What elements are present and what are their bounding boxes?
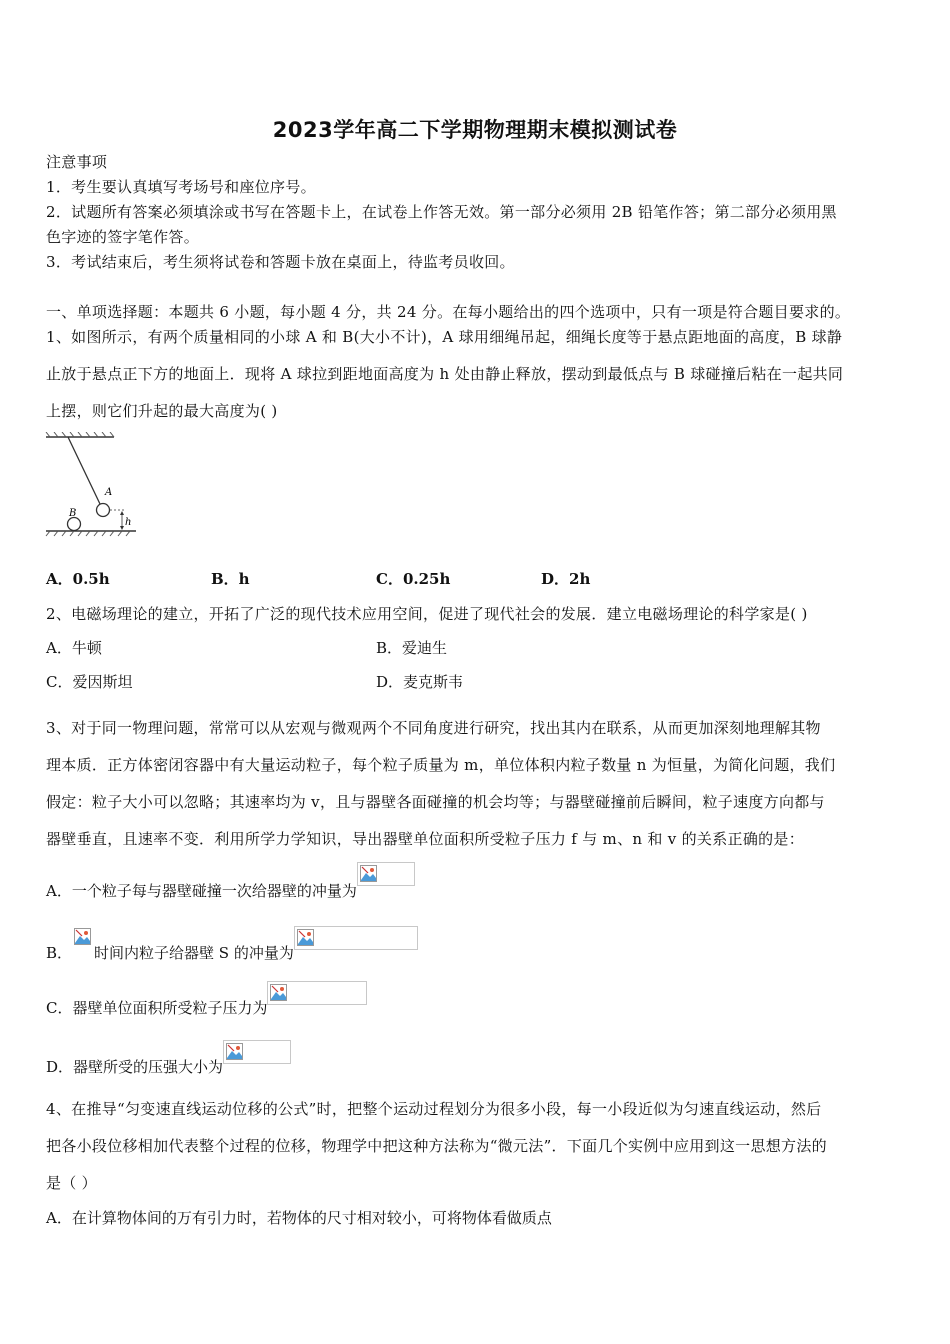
question-3-stem: 理本质．正方体密闭容器中有大量运动粒子，每个粒子质量为 m，单位体积内粒子数量 n 为恒量，为简化问题，我们 bbox=[46, 756, 836, 774]
ball-a bbox=[97, 504, 110, 517]
q3-option-c[interactable] bbox=[46, 993, 367, 1018]
label-b: B bbox=[69, 508, 77, 519]
notice-item: 3．考试结束后，考生须将试卷和答题卡放在桌面上，待监考员收回。 bbox=[46, 253, 515, 271]
q3-option-b-prefix: B． bbox=[46, 944, 73, 962]
label-h: h bbox=[125, 517, 132, 528]
broken-image-icon bbox=[72, 926, 94, 948]
question-4-stem: 4、在推导“匀变速直线运动位移的公式”时，把整个运动过程划分为很多小段，每一小段近似为匀速直线运动，然后 bbox=[46, 1100, 822, 1118]
question-1-stem: 1、如图所示，有两个质量相同的小球 A 和 B(大小不计)，A 球用细绳吊起，细绳长度等于悬点距地面的高度，B 球静 bbox=[46, 328, 843, 346]
label-a: A bbox=[105, 487, 113, 498]
broken-image-icon bbox=[294, 926, 418, 950]
question-4-stem: 把各小段位移相加代表整个过程的位移，物理学中把这种方法称为“微元法”．下面几个实例中应用到这一思想方法的 bbox=[46, 1137, 827, 1155]
question-3-stem: 3、对于同一物理问题，常常可以从宏观与微观两个不同角度进行研究，找出其内在联系，从而更加深刻地理解其物 bbox=[46, 719, 821, 737]
q3-option-b-text: 时间内粒子给器壁 S 的冲量为 bbox=[94, 944, 294, 962]
q1-option-d[interactable]: D．2h bbox=[541, 570, 591, 588]
q2-option-b[interactable]: B．爱迪生 bbox=[376, 639, 448, 657]
broken-image-icon bbox=[357, 862, 415, 886]
q3-option-a-text: A．一个粒子每与器壁碰撞一次给器壁的冲量为 bbox=[46, 882, 357, 900]
ball-b bbox=[68, 518, 81, 531]
q2-option-d[interactable]: D．麦克斯韦 bbox=[376, 673, 464, 691]
q4-option-a[interactable]: A．在计算物体间的万有引力时，若物体的尺寸相对较小，可将物体看做质点 bbox=[46, 1209, 552, 1227]
notice-item: 色字迹的签字笔作答。 bbox=[46, 228, 200, 246]
page-title: 2023学年高二下学期物理期末模拟测试卷 bbox=[272, 118, 678, 142]
question-1-stem: 上摆，则它们升起的最大高度为( ) bbox=[46, 402, 278, 420]
section-heading: 一、单项选择题：本题共 6 小题，每小题 4 分，共 24 分。在每小题给出的四个选项中，只有一项是符合题目要求的。 bbox=[46, 303, 851, 321]
broken-image-icon bbox=[267, 981, 367, 1005]
question-1-stem: 止放于悬点正下方的地面上．现将 A 球拉到距地面高度为 h 处由静止释放，摆动到最低点与 B 球碰撞后粘在一起共同 bbox=[46, 365, 844, 383]
q1-option-a[interactable]: A．0.5h bbox=[46, 570, 110, 588]
question-4-stem: 是（ ） bbox=[46, 1174, 97, 1192]
q3-option-d[interactable] bbox=[46, 1052, 291, 1077]
question-2-stem: 2、电磁场理论的建立，开拓了广泛的现代技术应用空间，促进了现代社会的发展．建立电磁场理论的科学家是( ) bbox=[46, 605, 808, 623]
q3-option-b[interactable] bbox=[46, 934, 418, 963]
q1-option-b[interactable]: B．h bbox=[211, 570, 250, 588]
q2-option-a[interactable]: A．牛顿 bbox=[46, 639, 102, 657]
notice-item: 2．试题所有答案必须填涂或书写在答题卡上，在试卷上作答无效。第一部分必须用 2B 铅笔作答；第二部分必须用黑 bbox=[46, 203, 837, 221]
q3-option-c-text: C．器壁单位面积所受粒子压力为 bbox=[46, 999, 268, 1017]
question-3-stem: 假定：粒子大小可以忽略；其速率均为 v，且与器壁各面碰撞的机会均等；与器壁碰撞前后瞬间，粒子速度方向都与 bbox=[46, 793, 825, 811]
q2-option-c[interactable]: C．爱因斯坦 bbox=[46, 673, 133, 691]
q3-option-d-text: D．器壁所受的压强大小为 bbox=[46, 1058, 224, 1076]
pendulum-figure bbox=[44, 432, 144, 542]
notice-item: 1．考生要认真填写考场号和座位序号。 bbox=[46, 178, 316, 196]
notice-heading: 注意事项 bbox=[46, 153, 108, 171]
q3-option-a[interactable] bbox=[46, 876, 415, 901]
question-3-stem: 器壁垂直，且速率不变．利用所学力学知识，导出器壁单位面积所受粒子压力 f 与 m、n 和 v 的关系正确的是： bbox=[46, 830, 805, 848]
broken-image-icon bbox=[223, 1040, 291, 1064]
q1-option-c[interactable]: C．0.25h bbox=[376, 570, 451, 588]
